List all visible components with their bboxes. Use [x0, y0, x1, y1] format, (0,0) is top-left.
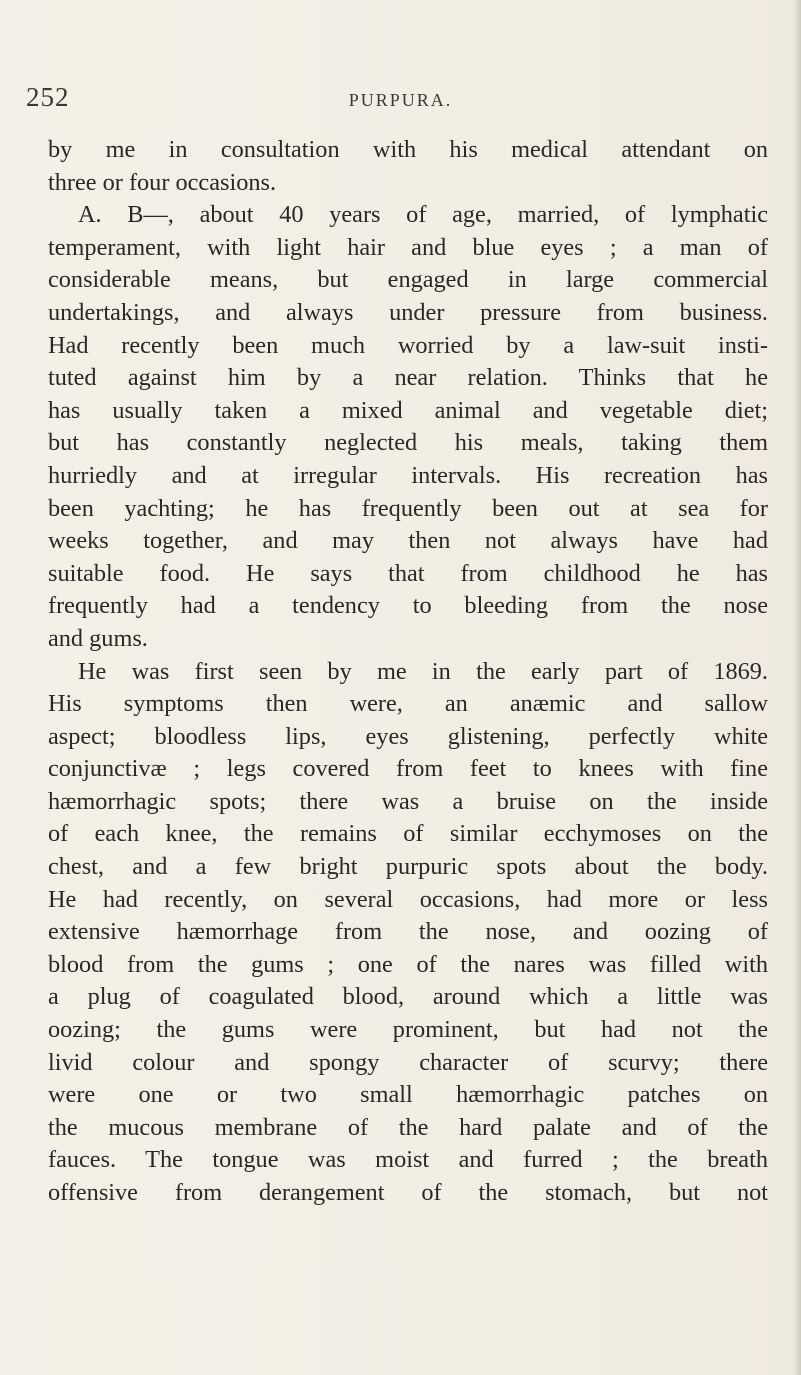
text-line: but has constantly neglected his meals, taking them — [48, 429, 768, 457]
text-line: frequently had a tendency to bleeding from the nose — [48, 592, 768, 620]
running-head: PURPURA. — [348, 90, 453, 110]
text-line: oozing; the gums were prominent, but had not the — [48, 1016, 768, 1044]
text-line: were one or two small hæmorrhagic patches on — [48, 1081, 768, 1109]
text-line: undertakings, and always under pressure from business. — [48, 298, 768, 326]
text-line: suitable food. He says that from childhood he has — [48, 559, 768, 587]
text-line: a plug of coagulated blood, around which a little was — [48, 983, 768, 1011]
text-line: been yachting; he has frequently been out at sea for — [48, 494, 768, 522]
text-line: has usually taken a mixed animal and vegetable diet; — [48, 396, 768, 424]
text-line: His symptoms then were, an anæmic and sallow — [48, 690, 768, 718]
text-line: chest, and a few bright purpuric spots about the body. — [48, 853, 768, 881]
text-line: blood from the gums ; one of the nares was filled with — [48, 950, 768, 978]
text-line: hurriedly and at irregular intervals. His recreation has — [48, 461, 768, 489]
text-line: weeks together, and may then not always have had — [48, 527, 768, 555]
page-edge-shadow — [793, 0, 801, 1375]
text-line: temperament, with light hair and blue eyes ; a man of — [48, 233, 768, 261]
text-line: of each knee, the remains of similar ecchymoses on the — [48, 820, 768, 848]
text-line: hæmorrhagic spots; there was a bruise on the inside — [48, 787, 768, 815]
text-line: He was first seen by me in the early part of 1869. — [78, 657, 768, 685]
text-line: considerable means, but engaged in large commercial — [48, 266, 768, 294]
text-line: fauces. The tongue was moist and furred ; the breath — [48, 1146, 768, 1174]
text-line: livid colour and spongy character of scurvy; there — [48, 1048, 768, 1076]
text-line: He had recently, on several occasions, had more or less — [48, 885, 768, 913]
text-line: and gums. — [48, 624, 148, 652]
text-line: aspect; bloodless lips, eyes glistening, perfectly white — [48, 722, 768, 750]
text-line: offensive from derangement of the stomach, but not — [48, 1179, 768, 1206]
page-number: 252 — [26, 82, 70, 112]
text-line: tuted against him by a near relation. Thinks that he — [48, 364, 768, 392]
text-line: the mucous membrane of the hard palate and of the — [48, 1113, 768, 1141]
text-line: by me in consultation with his medical attendant on — [48, 136, 768, 163]
text-line: extensive hæmorrhage from the nose, and oozing of — [48, 918, 768, 946]
text-line: conjunctivæ ; legs covered from feet to knees with fine — [48, 755, 768, 783]
body-text — [48, 134, 768, 1210]
text-line: three or four occasions. — [48, 168, 277, 196]
text-line: Had recently been much worried by a law-suit insti- — [48, 331, 768, 359]
text-line: A. B—, about 40 years of age, married, of lymphatic — [78, 201, 768, 229]
